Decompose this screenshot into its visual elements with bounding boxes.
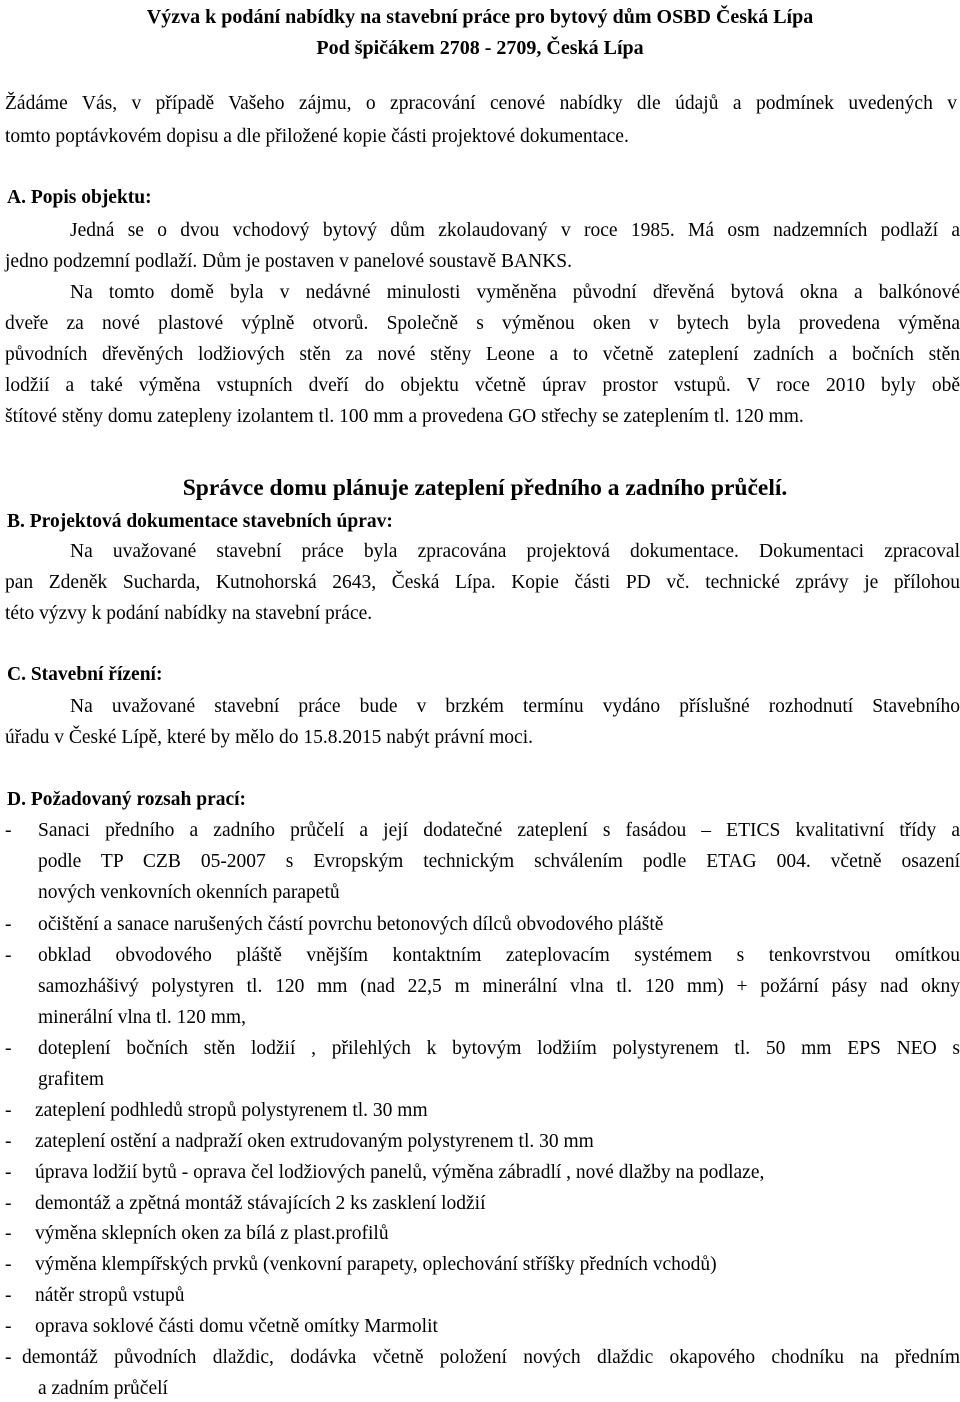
list-bullet: - bbox=[5, 1193, 12, 1214]
list-item-0-line-3: nových venkovních okenních parapetů bbox=[38, 882, 340, 903]
section-a-p2-line-4: lodžií a také výměna vstupních dveří do objektu včetně úprav prostor vstupů. V roce 2010 byly obě bbox=[5, 375, 960, 396]
list-item-4-line-1: zateplení podhledů stropů polystyrenem tl. 30 mm bbox=[35, 1100, 428, 1121]
list-bullet: - bbox=[5, 1162, 12, 1183]
section-a-heading: A. Popis objektu: bbox=[7, 187, 152, 208]
list-item-0-line-1: Sanaci předního a zadního průčelí a její dodatečné zateplení s fasádou – ETICS kvalitativní třídy a bbox=[38, 820, 960, 841]
section-a-p2-line-2: dveře za nové plastové výplně otvorů. Společně s výměnou oken v bytech byla provedena výměna bbox=[5, 313, 960, 334]
list-bullet: - bbox=[5, 1038, 12, 1059]
section-b-line-3: této výzvy k podání nabídky na stavební práce. bbox=[5, 603, 373, 624]
section-b-line-1: Na uvažované stavební práce byla zpracována projektová dokumentace. Dokumentaci zpracoval bbox=[70, 541, 960, 562]
document-title-line-1: Výzva k podání nabídky na stavební práce pro bytový dům OSBD Česká Lípa bbox=[146, 6, 814, 28]
list-item-3-line-1: doteplení bočních stěn lodžií , přilehlých k bytovým lodžiím polystyrenem tl. 50 mm EPS NEO s bbox=[38, 1038, 960, 1059]
list-item-3-line-2: grafitem bbox=[38, 1069, 105, 1090]
list-bullet: - bbox=[5, 1285, 12, 1306]
section-b-heading: B. Projektová dokumentace stavebních úprav: bbox=[7, 511, 393, 532]
section-a-p1-line-1: Jedná se o dvou vchodový bytový dům zkolaudovaný v roce 1985. Má osm nadzemních podlaží a bbox=[70, 220, 960, 241]
list-bullet: - bbox=[5, 914, 12, 935]
section-a-p2-line-5: štítové stěny domu zatepleny izolantem tl. 100 mm a provedena GO střechy se zateplením tl. 120 mm. bbox=[5, 406, 804, 427]
list-item-1-line-1: očištění a sanace narušených částí povrchu betonových dílců obvodového pláště bbox=[38, 914, 664, 935]
section-c-line-1: Na uvažované stavební práce bude v brzkém termínu vydáno příslušné rozhodnutí Stavebního bbox=[70, 696, 960, 717]
list-bullet: - bbox=[5, 1100, 12, 1121]
list-item-6-line-1: úprava lodžií bytů - oprava čel lodžiových panelů, výměna zábradlí , nové dlažby na podlaze, bbox=[35, 1162, 765, 1183]
announcement-heading: Správce domu plánuje zateplení předního a zadního průčelí. bbox=[182, 475, 788, 501]
list-item-12-line-1: demontáž původních dlaždic, dodávka včetně položení nových dlaždic okapového chodníku na předním bbox=[22, 1347, 960, 1368]
intro-line-2: tomto poptávkovém dopisu a dle přiložené kopie části projektové dokumentace. bbox=[5, 126, 629, 147]
list-item-10-line-1: nátěr stropů vstupů bbox=[35, 1285, 185, 1306]
list-item-9-line-1: výměna klempířských prvků (venkovní parapety, oplechování stříšky předních vchodů) bbox=[35, 1254, 717, 1275]
list-bullet: - bbox=[5, 1316, 12, 1337]
intro-line-1: Žádáme Vás, v případě Vašeho zájmu, o zpracování cenové nabídky dle údajů a podmínek uvedených v bbox=[5, 93, 957, 114]
section-b-line-2: pan Zdeněk Sucharda, Kutnohorská 2643, Česká Lípa. Kopie části PD vč. technické zprávy je přílohou bbox=[5, 572, 960, 593]
section-a-p2-line-1: Na tomto domě byla v nedávné minulosti vyměněna původní dřevěná bytová okna a balkónové bbox=[70, 282, 960, 303]
list-item-2-line-1: obklad obvodového pláště vnějším kontaktním zateplovacím systémem s tenkovrstvou omítkou bbox=[38, 945, 960, 966]
section-c-heading: C. Stavební řízení: bbox=[7, 664, 163, 685]
section-d-heading: D. Požadovaný rozsah prací: bbox=[7, 789, 247, 810]
list-item-2-line-3: minerální vlna tl. 120 mm, bbox=[38, 1007, 246, 1028]
list-bullet: - bbox=[5, 1254, 12, 1275]
list-bullet: - bbox=[5, 1223, 12, 1244]
list-bullet: - bbox=[5, 945, 12, 966]
list-item-0-line-2: podle TP CZB 05-2007 s Evropským technickým schválením podle ETAG 004. včetně osazení bbox=[38, 851, 960, 872]
list-item-2-line-2: samozhášivý polystyren tl. 120 mm (nad 22,5 m minerální vlna tl. 120 mm) + požární pásy nad okny bbox=[38, 976, 960, 997]
section-a-p2-line-3: původních dřevěných lodžiových stěn za nové stěny Leone a to včetně zateplení zadních a bočních stěn bbox=[5, 344, 960, 365]
section-c-line-2: úřadu v České Lípě, které by mělo do 15.8.2015 nabýt právní moci. bbox=[5, 727, 534, 748]
list-bullet: - bbox=[5, 1131, 12, 1152]
list-item-8-line-1: výměna sklepních oken za bílá z plast.profilů bbox=[35, 1223, 389, 1244]
list-bullet: - bbox=[5, 1347, 12, 1368]
list-item-12-line-2: a zadním průčelí bbox=[38, 1378, 168, 1399]
list-item-11-line-1: oprava soklové části domu včetně omítky Marmolit bbox=[35, 1316, 438, 1337]
list-item-7-line-1: demontáž a zpětná montáž stávajících 2 ks zasklení lodžií bbox=[35, 1193, 486, 1214]
section-a-p1-line-2: jedno podzemní podlaží. Dům je postaven v panelové soustavě BANKS. bbox=[5, 251, 573, 272]
document-title-line-2: Pod špičákem 2708 - 2709, Česká Lípa bbox=[316, 37, 644, 59]
list-bullet: - bbox=[5, 820, 12, 841]
list-item-5-line-1: zateplení ostění a nadpraží oken extrudovaným polystyrenem tl. 30 mm bbox=[35, 1131, 594, 1152]
